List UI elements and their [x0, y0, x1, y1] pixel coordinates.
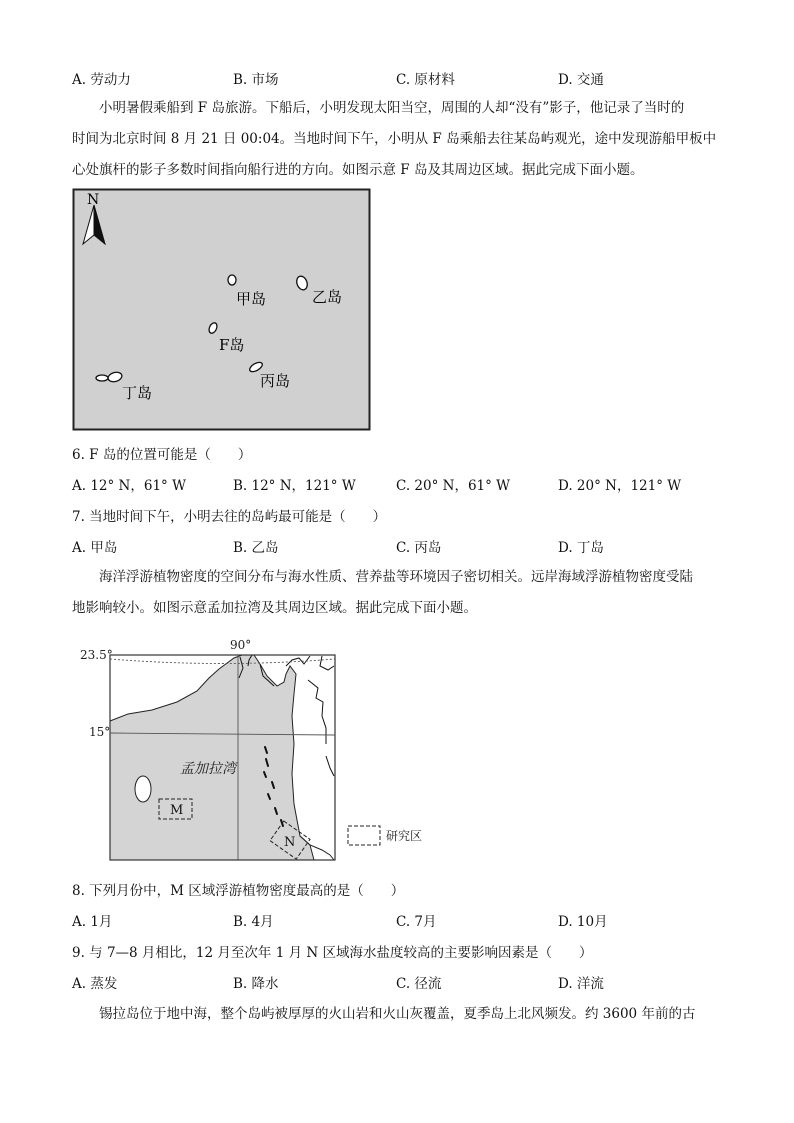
passage-1-line: 时间为北京时间 8 月 21 日 00:04。当地时间下午，小明从 F 岛乘船去往某岛屿观光，途中发现游船甲板中 — [72, 131, 717, 147]
island-ding-label: 丁岛 — [122, 384, 153, 402]
lat-top-label: 23.5° — [80, 648, 113, 662]
q9-option-c: C. 径流 — [396, 976, 442, 992]
zone-m-label: M — [170, 803, 184, 818]
passage-2-line: 地影响较小。如图示意孟加拉湾及其周边区域。据此完成下面小题。 — [72, 600, 477, 616]
q9-option-d: D. 洋流 — [558, 976, 604, 992]
q9-stem: 9. 与 7—8 月相比，12 月至次年 1 月 N 区域海水盐度较高的主要影响因素是（ ） — [72, 945, 593, 961]
lat-mid-label: 15° — [89, 725, 111, 739]
legend-box-icon — [348, 826, 380, 845]
q7-stem: 7. 当地时间下午，小明去往的岛屿最可能是（ ） — [72, 509, 387, 525]
island-jia-shape — [228, 275, 236, 285]
q8-option-d: D. 10月 — [558, 914, 608, 930]
q6-option-d: D. 20° N，121° W — [558, 478, 682, 494]
island-bing-label: 丙岛 — [260, 372, 291, 390]
q5-option-d: D. 交通 — [558, 72, 604, 88]
island-map-frame — [74, 190, 370, 430]
q6-option-c: C. 20° N，61° W — [396, 478, 511, 494]
island-yi-label: 乙岛 — [312, 288, 343, 306]
passage-3 — [72, 999, 722, 1030]
q8-option-b: B. 4月 — [233, 914, 274, 930]
q7-option-b: B. 乙岛 — [233, 540, 279, 556]
q8-stem: 8. 下列月份中，M 区域浮游植物密度最高的是（ ） — [72, 883, 405, 899]
island-f-label: F岛 — [219, 336, 245, 354]
island-jia-label: 甲岛 — [236, 290, 267, 308]
q6-option-b: B. 12° N，121° W — [233, 478, 356, 494]
q5-option-b: B. 市场 — [233, 72, 279, 88]
bay-of-bengal-map — [72, 636, 442, 866]
q6-option-a: A. 12° N，61° W — [72, 478, 186, 494]
passage-2 — [72, 562, 722, 624]
passage-1-line: 小明暑假乘船到 F 岛旅游。下船后，小明发现太阳当空，周围的人却“没有”影子，他记录了当时的 — [99, 100, 685, 116]
map2-island — [135, 776, 151, 802]
q6-stem: 6. F 岛的位置可能是（ ） — [72, 447, 252, 463]
island-map — [72, 188, 372, 432]
q7-option-a: A. 甲岛 — [72, 540, 118, 556]
passage-1-line: 心处旗杆的影子多数时间指向船行进的方向。如图示意 F 岛及其周边区域。据此完成下面小题。 — [72, 162, 644, 178]
q5-option-a: A. 劳动力 — [72, 72, 131, 88]
q7-option-d: D. 丁岛 — [558, 540, 604, 556]
q5-option-c: C. 原材料 — [396, 72, 455, 88]
passage-3-line: 锡拉岛位于地中海，整个岛屿被厚厚的火山岩和火山灰覆盖，夏季岛上北风频发。约 3600 年前的古 — [99, 1006, 696, 1022]
q9-option-b: B. 降水 — [233, 976, 279, 992]
lon-label: 90° — [230, 638, 252, 652]
legend-label: 研究区 — [386, 829, 423, 843]
q8-option-a: A. 1月 — [72, 914, 113, 930]
north-label: N — [87, 192, 100, 208]
q9-option-a: A. 蒸发 — [72, 976, 118, 992]
q8-option-c: C. 7月 — [396, 914, 437, 930]
q7-option-c: C. 丙岛 — [396, 540, 442, 556]
sea-name-label: 孟加拉湾 — [180, 761, 236, 777]
passage-2-line: 海洋浮游植物密度的空间分布与海水性质、营养盐等环境因子密切相关。远岸海域浮游植物密度受陆 — [99, 569, 693, 585]
zone-n-label: N — [284, 835, 296, 850]
passage-1 — [72, 93, 722, 186]
